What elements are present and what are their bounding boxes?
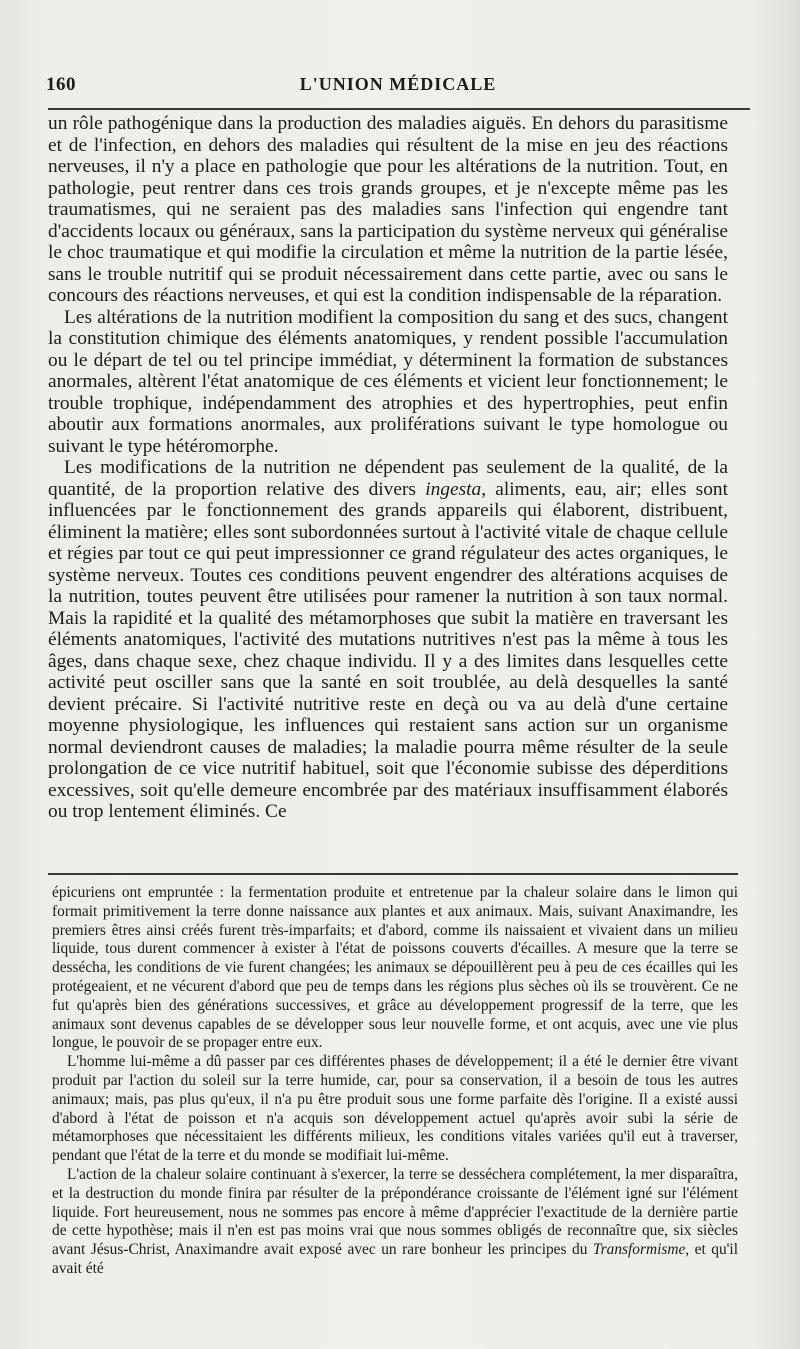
page-number: 160: [46, 74, 76, 95]
footnote-paragraph: [52, 1166, 738, 1279]
page-header: [46, 74, 750, 100]
paragraph: [48, 457, 728, 823]
main-text: [48, 113, 728, 823]
footnotes: [52, 884, 738, 1279]
paragraph: Les altérations de la nutrition modifient la composition du sang et des sucs, changent la constitution chimique des éléments anatomiques, y rendent possible l'accumulation ou le départ de tel ou tel principe immédiat, y déterminent la formation de substances anormales, altèrent l'état anatomique de ces éléments et vicient leur fonctionnement; le trouble trophique, indépendamment des atrophies et des hypertrophies, peut enfin aboutir aux formations anormales, aux proliférations suivant le type homologue ou suivant le type hétéromorphe.: [48, 306, 728, 457]
footnote-rule: [48, 873, 738, 875]
paragraph-text: , aliments, eau, air; elles sont influencées par le fonctionnement des grands appareils qui élaborent, distribuent, éliminent la matière; elles sont subordonnées surtout à l'activité vitale de chaque cellule et régies par tout ce qui peut impressionner ce grand régulateur des actes organiques, le système nerveux. Toutes ces conditions peuvent engendrer des altérations acquises de la nutrition, toutes peuvent être utilisées pour ramener la nutrition à son taux normal. Mais la rapidité et la qualité des métamorphoses que subit la matière en traversant les éléments anatomiques, l'activité des mutations nutritives n'est pas la même à tous les âges, dans chaque sexe, chez chaque individu. Il y a des limites dans lesquelles cette activité peut osciller sans que la santé en soit troublée, au delà desquelles la santé devient précaire. Si l'activité nutritive reste en deçà ou va au delà d'une certaine moyenne physiologique, les influences qui restaient sans action sur un organisme normal deviendront causes de maladies; la maladie pourra même résulter de la seule prolongation de ce vice nutritif habituel, soit que l'économie subisse des déperditions excessives, soit qu'elle demeure encombrée par des matériaux insuffisamment élaborés ou trop lentement éliminés. Ce: [48, 478, 729, 822]
running-title: L'UNION MÉDICALE: [299, 74, 497, 94]
footnote-paragraph: L'homme lui-même a dû passer par ces différentes phases de développement; il a été le dernier être vivant produit par l'action du soleil sur la terre humide, car, pour sa conservation, il a besoin de tous les autres animaux; mais, pas plus qu'eux, il n'a pu être produit sous une forme parfaite dès l'origine. Il a existé aussi d'abord à l'état de poisson et n'a acquis son développement actuel qu'après avoir subi la série de métamorphoses que nécessitaient les différents milieux, les conditions vitales variées qu'il eut à traverser, pendant que l'état de la terre et du monde se modifiait lui-même.: [52, 1053, 738, 1165]
italic-term: ingesta: [425, 478, 482, 500]
paragraph-text: Les modifications de la nutrition ne dépendent pas seulement de la qualité, de la quantité, de la proportion relative des divers: [48, 457, 728, 500]
header-rule: [48, 108, 750, 110]
footnote-paragraph: épicuriens ont empruntée : la fermentation produite et entretenue par la chaleur solaire dans le limon qui formait primitivement la terre donne naissance aux plantes et aux animaux. Mais, suivant Anaximandre, les premiers êtres ainsi créés furent très-imparfaits; et d'abord, comme ils naissaient et vivaient dans un milieu liquide, tous durent commencer à exister à l'état de poissons couverts d'écailles. A mesure que la terre se dessécha, les conditions de vie furent changées; les animaux se dépouillèrent peu à peu de ces écailles qui les protégeaient, et ne vécurent d'abord que peu de temps dans les régions plus sèches où ils se trouvèrent. Ce ne fut qu'après bien des générations successives, et grâce au développement progressif de la terre, que les animaux sont devenus capables de se développer sous leur nouvelle forme, et ont acquis, avec une vie plus longue, le pouvoir de se propager entre eux.: [52, 884, 738, 1052]
footnote-text: , et qu'il avait été: [52, 1241, 738, 1277]
paragraph: un rôle pathogénique dans la production des maladies aiguës. En dehors du parasitisme et de l'infection, en dehors des maladies qui résultent de la mise en jeu des réactions nerveuses, il n'y a place en pathologie que pour les altérations de la nutrition. Tout, en pathologie, peut rentrer dans ces trois grands groupes, et je n'excepte même pas les traumatismes, qui ne seraient pas des maladies sans l'infection qui engendre tant d'accidents locaux ou généraux, sans la participation du système nerveux qui généralise le choc traumatique et qui modifie la circulation et même la nutrition de la partie lésée, sans le trouble nutritif qui se produit nécessairement dans cette partie, avec ou sans le concours des réactions nerveuses, et qui est la condition indispensable de la réparation.: [48, 113, 728, 306]
footnote-text: L'action de la chaleur solaire continuant à s'exercer, la terre se desséchera complétement, la mer disparaîtra, et la destruction du monde finira par résulter de la prépondérance croissante de l'élément igné sur l'élément liquide. Fort heureusement, nous ne sommes pas encore à même d'apprécier l'exactitude de la dernière partie de cette hypothèse; mais il n'en est pas moins vrai que nous sommes obligés de reconnaître que, six siècles avant Jésus-Christ, Anaximandre avait exposé avec un rare bonheur les principes du: [52, 1165, 738, 1259]
italic-term: Transformisme: [592, 1241, 686, 1259]
